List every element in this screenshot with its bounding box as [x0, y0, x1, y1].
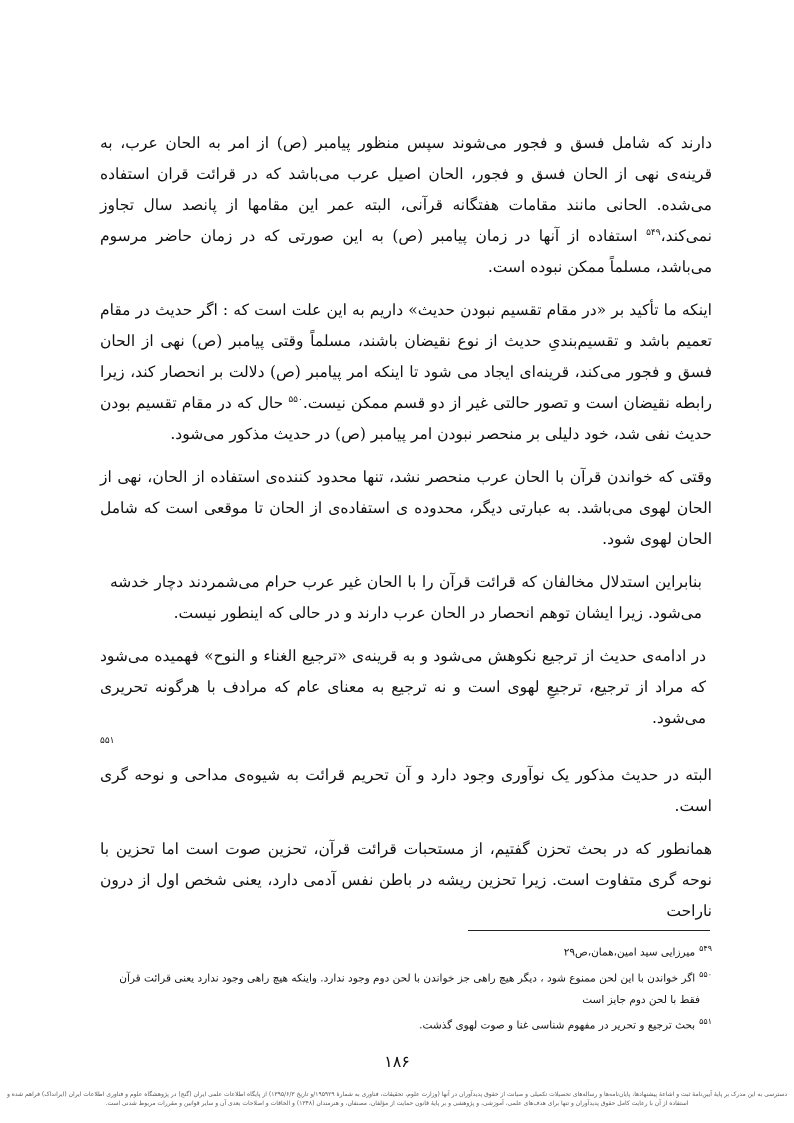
footnote-marker-549[interactable]: ۵۴۹ — [646, 227, 661, 238]
footnote-separator — [468, 930, 710, 931]
paragraph-4: بنابراین استدلال مخالفان که قرائت قرآن را با الحان غیر عرب حرام می‌شمردند دچار خدشه می‌شود. زیرا ایشان توهم انحصار در الحان عرب دارند و در حالی که اینطور نیست. — [110, 573, 702, 622]
page-number: ۱۸۶ — [384, 1052, 410, 1071]
footnote-text: میرزایی سید امین،همان،ص۲۹ — [563, 946, 696, 959]
paragraph-1-text: دارند که شامل فسق و فجور می‌شوند سپس منظور پیامبر (ص) از امر به الحان عرب، به قرینه‌ی نهی از الحان فسق و فجور، الحان اصیل عرب می‌باشد که در قرائت قران استفاده می‌شده. الحانی مانند مقامات هفتگانه قرآنی، البته عمر این مقامها از پانصد سال تجاوز نمی‌کند، — [100, 134, 712, 245]
copyright-notice: دسترسی به این مدرک بر پایهٔ آیین‌نامهٔ ثبت و اشاعهٔ پیشنهادها، پایان‌نامه‌ها و رساله‌های تحصیلات تکمیلی و صیانت از حقوق پدیدآوران در آنها (وزارت علوم، تحقیقات، فناوری به شمارهٔ ۱۹۵۹۲۹/و تاریخ ۱۳۹۵/۶/۳) از پایگاه اطلاعات علمی ایران (گنج) در پژوهشگاه علوم و فناوری اطلاعات ایران (ایرانداک) فراهم شده و استفاده از آن با رعایت کامل حقوق پدیدآوران و تنها برای هدف‌های علمی، آموزشی، و پژوهشی و بر پایهٔ قانون حمایت از مؤلفان، مصنفان، و هنرمندان (۱۳۴۸) و الحاقات و اصلاحات بعدی آن و سایر قوانین و مقررات مربوط شدنی است. — [6, 1091, 788, 1107]
paragraph-3: وقتی که خواندن قرآن با الحان عرب منحصر نشد، تنها محدود کننده‌ی استفاده از الحان، نهی از الحان لهوی می‌باشد. به عبارتی دیگر، محدوده ی استفاده‌ی از الحان تا موقعی است که شامل الحان لهوی شود. — [100, 468, 712, 548]
paragraph-2-tail: حال که در مقام تقسیم بودن حدیث نفی شد، خود دلیلی بر منحصر نبودن امر پیامبر (ص) در حدیث مذکور می‌شود. — [100, 394, 712, 443]
footnote-marker-551[interactable]: ۵۵۱ — [100, 736, 115, 746]
footnote-text-continued: فقط با لحن دوم جایز است — [582, 994, 700, 1006]
paragraph-5 — [100, 641, 706, 748]
body-text — [100, 128, 712, 939]
paragraph-2-text: اینکه ما تأکید بر «در مقام تقسیم نبودن حدیث» داریم به این علت است که : اگر حدیث در مقام تعمیم باشد و تقسیم‌بندیِ حدیث از نوع نقیضان باشند، مسلماً وقتی پیامبر (ص) نهی از الحان فسق و فجور می‌کند، قرینه‌ای ایجاد می شود تا اینکه امر پیامبر (ص) دلالت بر انحصار کند، زیرا رابطه نقیضان است و تصور حالتی غیر از دو قسم ممکن نیست. — [100, 301, 712, 412]
paragraph-1 — [100, 128, 712, 283]
footnote-551 — [100, 1011, 712, 1037]
footnote-marker-550[interactable]: ۵۵۰ — [288, 394, 303, 405]
paragraph-5-text: در ادامه‌ی حدیث از ترجیع نکوهش می‌شود و به قرینه‌ی «ترجیع الغناء و النوح» فهمیده می‌شود که مراد از ترجیع، ترجیعِ لهوی است و نه ترجیع به معنای عام که مرادف با هرگونه تحریری می‌شود. — [100, 647, 706, 727]
footnotes — [100, 938, 712, 1037]
footnote-text: بحث ترجیع و تحریر در مفهوم شناسی غنا و صوت لهوی گذشت. — [419, 1019, 696, 1032]
paragraph-7: همانطور که در بحث تحزن گفتیم، از مستحبات قرائت قرآن، تحزین صوت است اما تحزین با نوحه گری متفاوت است. زیرا تحزین ریشه در باطن نفس آدمی دارد، یعنی شخص اول از درون ناراحت — [100, 840, 712, 920]
paragraph-6: البته در حدیث مذکور یک نوآوری وجود دارد و آن تحریم قرائت به شیوه‌ی مداحی و نوحه گری است. — [100, 766, 712, 815]
footnote-number: ۵۴۹ — [699, 944, 712, 953]
paragraph-1-tail: استفاده از آنها در زمان پیامبر (ص) به این صورتی که در زمان حاضر مرسوم می‌باشد، مسلماً ممکن نبوده است. — [100, 227, 712, 276]
footnote-number: ۵۵۱ — [699, 1017, 712, 1026]
footnote-549 — [100, 938, 712, 964]
footnote-text: اگر خواندن با این لحن ممنوع شود ، دیگر هیچ راهی جز خواندن با لحن دوم وجود ندارد. واینکه هیچ راهی وجود ندارد یعنی قرائت قرآن — [119, 972, 696, 984]
footnote-number: ۵۵۰ — [699, 969, 712, 979]
footnote-550 — [100, 964, 712, 1012]
paragraph-2 — [100, 295, 712, 450]
